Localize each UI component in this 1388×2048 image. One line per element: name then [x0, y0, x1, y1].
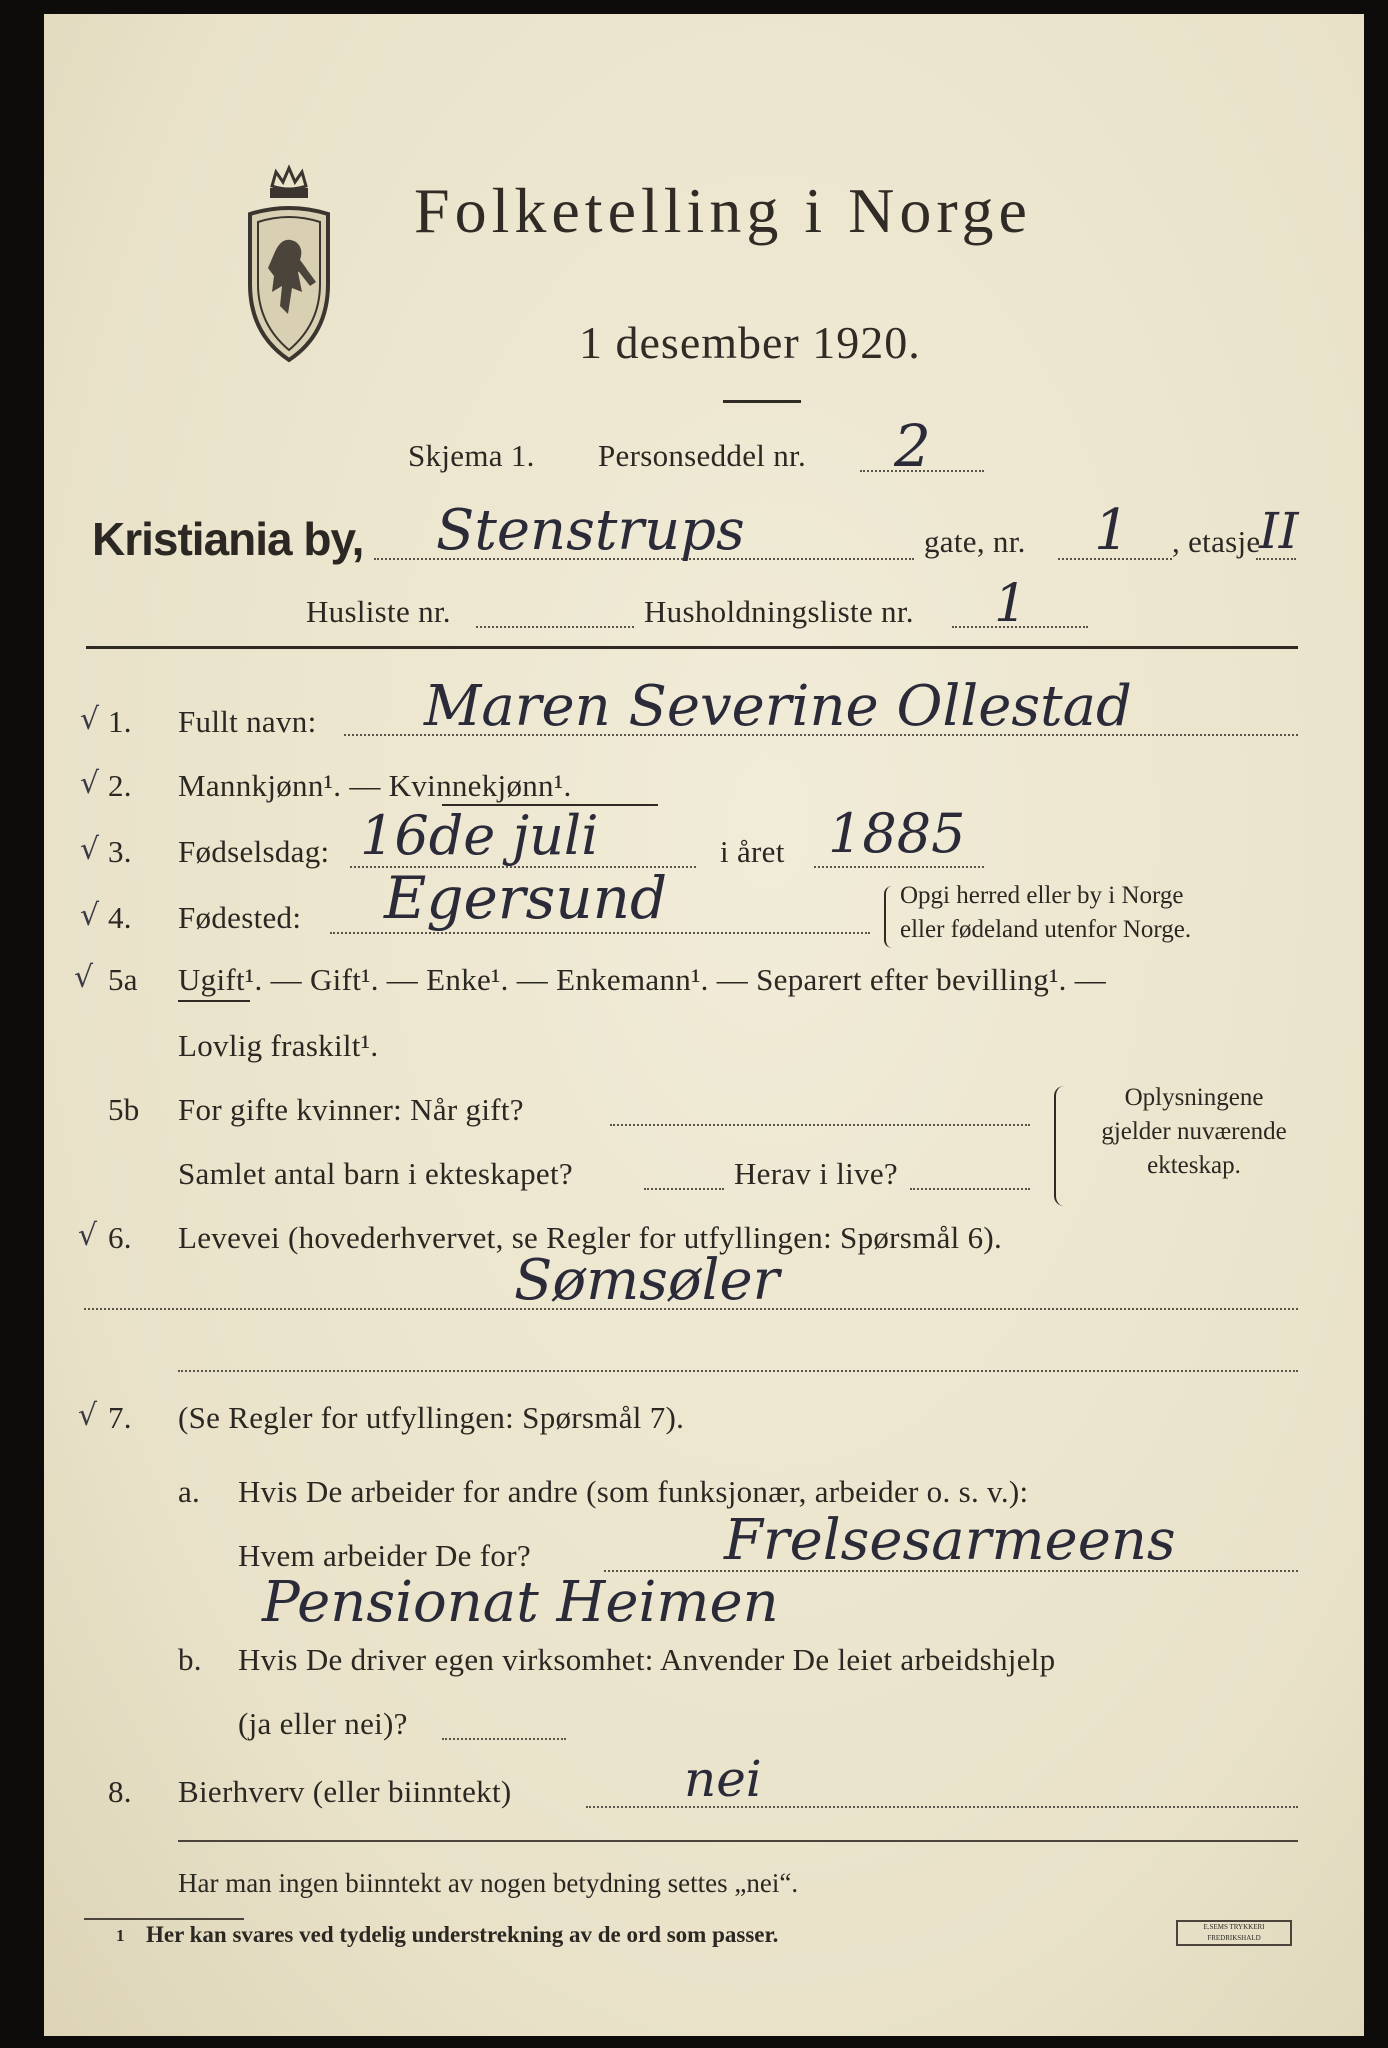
gender-options: Mannkjønn¹. — Kvinnekjønn¹. — [178, 768, 572, 803]
employer-label: Hvem arbeider De for? — [238, 1538, 531, 1573]
marriage-note-1: Oplysningene — [1124, 1084, 1264, 1111]
marriage-note-2: gjelder nuværende — [1101, 1118, 1287, 1145]
personseddel-label: Personseddel nr. — [598, 438, 806, 473]
census-form-sheet — [44, 14, 1364, 2036]
check-mark-icon: √ — [78, 1398, 98, 1433]
etasje-value: II — [1259, 502, 1299, 560]
skjema-label: Skjema 1. — [408, 438, 535, 473]
check-mark-icon: √ — [78, 1218, 98, 1253]
bracket — [884, 886, 894, 948]
etasje-label: , etasje — [1172, 524, 1261, 559]
husliste-label: Husliste nr. — [306, 594, 451, 629]
q4-label: Fødested: — [178, 900, 302, 935]
check-mark-icon: √ — [74, 960, 94, 995]
footnote-text: Her kan svares ved tydelig understrekning av de ord som passer. — [146, 1922, 779, 1947]
q3-label: Fødselsdag: — [178, 834, 330, 869]
norwegian-lion-coat-of-arms-icon — [244, 164, 334, 364]
printer-stamp: E.SEMS TRYKKERI FREDRIKSHALD — [1176, 1920, 1292, 1946]
header-rule — [86, 646, 1298, 649]
city-label: Kristiania by, — [92, 513, 364, 565]
section-rule — [178, 1840, 1298, 1842]
q8-number: 8. — [108, 1774, 132, 1809]
q5a-number: 5a — [108, 962, 138, 997]
q2-number: 2. — [108, 768, 132, 803]
q7-text: (Se Regler for utfyllingen: Spørsmål 7). — [178, 1400, 685, 1435]
year-label: i året — [720, 834, 785, 869]
q7b-text: Hvis De driver egen virksomhet: Anvender De leiet arbeidshjelp — [238, 1642, 1056, 1677]
marital-status-options-2: Lovlig fraskilt¹. — [178, 1028, 379, 1063]
side-income-value: nei — [684, 1750, 762, 1808]
full-name-value: Maren Severine Ollestad — [424, 674, 1132, 739]
husholdningsliste-label: Husholdningsliste nr. — [644, 594, 914, 629]
marriage-note-3: ekteskap. — [1147, 1152, 1241, 1179]
children-alive-label: Herav i live? — [734, 1156, 898, 1191]
employer-value-1: Frelsesarmeens — [724, 1508, 1176, 1573]
title-divider — [723, 400, 801, 403]
bracket — [1054, 1086, 1064, 1206]
q7a-text: Hvis De arbeider for andre (som funksjonær, arbeider o. s. v.): — [238, 1474, 1029, 1509]
check-mark-icon: √ — [80, 702, 100, 737]
birthplace-note-1: Opgi herred eller by i Norge — [900, 882, 1184, 909]
children-count-label: Samlet antal barn i ekteskapet? — [178, 1156, 573, 1191]
q4-number: 4. — [108, 900, 132, 935]
gate-nr-value: 1 — [1094, 498, 1130, 563]
ugift-underline — [178, 1000, 250, 1002]
occupation-label: Levevei (hovederhvervet, se Regler for utfyllingen: Spørsmål 6). — [178, 1220, 1003, 1255]
q7a-letter: a. — [178, 1474, 201, 1509]
birthday-value: 16de juli — [360, 804, 599, 867]
q1-number: 1. — [108, 704, 132, 739]
employer-value-2: Pensionat Heimen — [262, 1570, 779, 1635]
hired-help-label: (ja eller nei)? — [238, 1706, 408, 1741]
personseddel-value: 2 — [894, 412, 931, 480]
q6-number: 6. — [108, 1220, 132, 1255]
birthplace-note-2: eller fødeland utenfor Norge. — [900, 916, 1192, 943]
gate-label: gate, nr. — [924, 524, 1026, 559]
occupation-value: Sømsøler — [514, 1248, 780, 1313]
marital-status-options: Ugift¹. — Gift¹. — Enke¹. — Enkemann¹. — Separert efter bevilling¹. — — [178, 962, 1107, 997]
q1-label: Fullt navn: — [178, 704, 317, 739]
form-date: 1 desember 1920. — [579, 317, 921, 368]
check-mark-icon: √ — [80, 766, 100, 801]
check-mark-icon: √ — [80, 898, 100, 933]
q5b-number: 5b — [108, 1092, 140, 1127]
check-mark-icon: √ — [80, 832, 100, 867]
footer-note: Har man ingen biinntekt av nogen betydning settes „nei“. — [178, 1868, 799, 1898]
birthplace-value: Egersund — [384, 864, 668, 932]
form-title: Folketelling i Norge — [414, 175, 1032, 246]
husholdningsliste-value: 1 — [994, 574, 1028, 634]
married-when-label: For gifte kvinner: Når gift? — [178, 1092, 524, 1127]
street-value: Stenstrups — [436, 498, 745, 563]
q7-number: 7. — [108, 1400, 132, 1435]
birth-year-value: 1885 — [828, 802, 966, 865]
q3-number: 3. — [108, 834, 132, 869]
footnote-rule — [84, 1918, 244, 1920]
side-income-label: Bierhverv (eller biinntekt) — [178, 1774, 512, 1809]
footnote-mark: 1 — [116, 1926, 125, 1945]
q7b-letter: b. — [178, 1642, 202, 1677]
